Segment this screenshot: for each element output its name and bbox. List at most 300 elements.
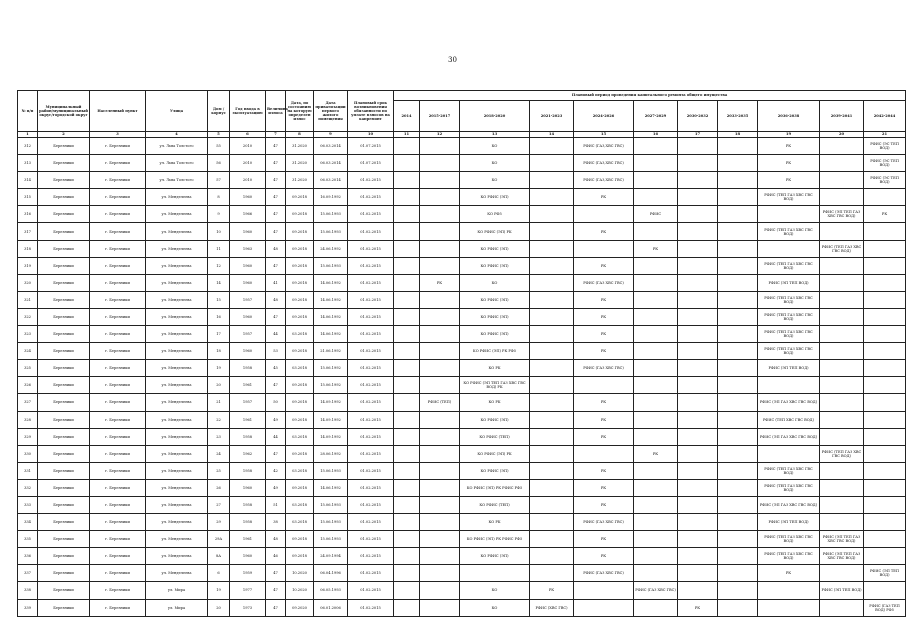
period-cell (530, 394, 574, 411)
settlement-cell: г. Березники (90, 531, 146, 548)
deadline-cell: 01.02.2015 (348, 223, 394, 240)
table-row (18, 377, 906, 394)
period-cell (718, 326, 758, 343)
survey-date-cell: 03.2018 (286, 326, 314, 343)
period-cell (420, 411, 460, 428)
period-cell (718, 548, 758, 565)
street-cell: ул. Менделеева (146, 411, 208, 428)
municipality-cell: Березники (38, 599, 90, 616)
deadline-cell: 01.02.2015 (348, 496, 394, 513)
period-cell (634, 479, 678, 496)
period-cell (530, 189, 574, 206)
period-cell (678, 394, 718, 411)
year-built-cell: 2010 (230, 138, 266, 155)
period-cell (574, 445, 634, 462)
period-cell (420, 599, 460, 616)
period-cell (420, 445, 460, 462)
table-row (18, 343, 906, 360)
row-number: 326 (18, 377, 38, 394)
period-cell (634, 326, 678, 343)
table-row (18, 445, 906, 462)
wear-cell: 48 (266, 291, 286, 308)
survey-date-cell: 10.2020 (286, 565, 314, 582)
municipality-cell: Березники (38, 514, 90, 531)
period-cell (574, 240, 634, 257)
period-cell (394, 274, 420, 291)
deadline-cell: 01.02.2015 (348, 462, 394, 479)
privatization-date-cell: 06.01.2006 (314, 599, 348, 616)
row-number: 330 (18, 445, 38, 462)
survey-date-cell: 09.2018 (286, 189, 314, 206)
street-cell: ул. Менделеева (146, 206, 208, 223)
table-row (18, 599, 906, 616)
period-cell (678, 172, 718, 189)
period-cell (394, 582, 420, 599)
period-cell: РФИС (ТЕП ГАЗ ХВС ГВС ВОД) (820, 445, 864, 462)
period-cell: РФИС (ЭП ТЕП ГАЗ ХВС ГВС ВОД) (820, 531, 864, 548)
year-built-cell: 1960 (230, 189, 266, 206)
period-cell (420, 479, 460, 496)
privatization-date-cell: 06.03.2014 (314, 172, 348, 189)
period-cell (758, 206, 820, 223)
period-cell (394, 479, 420, 496)
survey-date-cell: 03.2018 (286, 462, 314, 479)
privatization-date-cell: 15.06.1993 (314, 514, 348, 531)
deadline-cell: 01.02.2015 (348, 599, 394, 616)
period-cell: РФИС (ЭП ТЕП ВОД) (758, 360, 820, 377)
period-cell (864, 343, 906, 360)
period-cell (394, 360, 420, 377)
house-cell: 8 (208, 189, 230, 206)
header-period: 2036-2038 (758, 101, 820, 132)
table-row (18, 138, 906, 155)
house-cell: 23 (208, 428, 230, 445)
row-number: 336 (18, 548, 38, 565)
row-number: 317 (18, 223, 38, 240)
plan-table (17, 90, 906, 617)
period-cell (718, 411, 758, 428)
row-number: 316 (18, 206, 38, 223)
period-cell: РФИС (ЭС ТЕП ВОД) (864, 172, 906, 189)
settlement-cell: г. Березники (90, 326, 146, 343)
municipality-cell: Березники (38, 377, 90, 394)
header-period: 2021-2023 (530, 101, 574, 132)
period-cell (530, 496, 574, 513)
municipality-cell: Березники (38, 360, 90, 377)
period-cell (718, 223, 758, 240)
period-cell: РК (574, 308, 634, 325)
house-cell: 17 (208, 326, 230, 343)
period-cell: РК (678, 599, 718, 616)
period-cell (420, 172, 460, 189)
survey-date-cell: 09.2018 (286, 531, 314, 548)
period-cell (820, 428, 864, 445)
period-cell: КО РФИС (ЭП ТЕП ГАЗ ХВС ГВС ВОД) РК (460, 377, 530, 394)
deadline-cell: 01.02.2015 (348, 326, 394, 343)
survey-date-cell: 03.2018 (286, 514, 314, 531)
period-cell (530, 479, 574, 496)
period-cell (820, 496, 864, 513)
table-row (18, 308, 906, 325)
period-cell (460, 565, 530, 582)
privatization-date-cell: 14.09.1992 (314, 411, 348, 428)
house-cell: 20 (208, 377, 230, 394)
privatization-date-cell: 15.06.1993 (314, 531, 348, 548)
period-cell (530, 291, 574, 308)
settlement-cell: г. Березники (90, 514, 146, 531)
deadline-cell: 01.02.2015 (348, 343, 394, 360)
period-cell: РК (758, 138, 820, 155)
street-cell: ул. Менделеева (146, 240, 208, 257)
wear-cell: 47 (266, 189, 286, 206)
header-period: 2024-2026 (574, 101, 634, 132)
privatization-date-cell: 14.06.1992 (314, 326, 348, 343)
period-cell (758, 377, 820, 394)
privatization-date-cell: 15.06.1993 (314, 206, 348, 223)
privatization-date-cell: 16.09.1992 (314, 189, 348, 206)
period-cell (394, 496, 420, 513)
street-cell: ул. Льва Толстого (146, 155, 208, 172)
column-number: 14 (530, 132, 574, 138)
period-cell (394, 155, 420, 172)
settlement-cell: г. Березники (90, 172, 146, 189)
period-cell (530, 445, 574, 462)
house-cell: 15 (208, 291, 230, 308)
row-number: 319 (18, 257, 38, 274)
row-number: 312 (18, 138, 38, 155)
column-number: 2 (38, 132, 90, 138)
municipality-cell: Березники (38, 548, 90, 565)
row-number: 315 (18, 189, 38, 206)
table-row (18, 360, 906, 377)
privatization-date-cell: 21.06.1992 (314, 343, 348, 360)
period-cell (678, 326, 718, 343)
period-cell (634, 223, 678, 240)
privatization-date-cell: 14.06.1992 (314, 274, 348, 291)
period-cell (530, 138, 574, 155)
period-cell (678, 240, 718, 257)
period-cell (864, 479, 906, 496)
period-cell: РФИС (ЭП ГАЗ ХВС ГВС ВОД) (758, 428, 820, 445)
column-number: 5 (208, 132, 230, 138)
period-cell (394, 223, 420, 240)
privatization-date-cell: 14.06.1992 (314, 479, 348, 496)
header-period: 2027-2029 (634, 101, 678, 132)
column-number: 11 (394, 132, 420, 138)
row-number: 327 (18, 394, 38, 411)
period-cell: РФИС (ЭС ТЕП ВОД) (864, 155, 906, 172)
municipality-cell: Березники (38, 172, 90, 189)
municipality-cell: Березники (38, 308, 90, 325)
period-cell (394, 548, 420, 565)
table-row (18, 531, 906, 548)
period-cell (394, 308, 420, 325)
municipality-cell: Березники (38, 138, 90, 155)
period-cell: РК (574, 189, 634, 206)
period-cell (678, 565, 718, 582)
privatization-date-cell: 06.03.2014 (314, 155, 348, 172)
municipality-cell: Березники (38, 257, 90, 274)
period-cell: РФИС (ТЕП ГАЗ ХВС ГВС ВОД) (758, 326, 820, 343)
table-row (18, 394, 906, 411)
row-number: 332 (18, 479, 38, 496)
year-built-cell: 1958 (230, 360, 266, 377)
period-cell: РК (574, 343, 634, 360)
period-cell (678, 514, 718, 531)
period-cell: РФИС (ТЕП ГАЗ ХВС ГВС ВОД) (758, 462, 820, 479)
period-cell: КО РФИС (ЭП) РК РФИС РФ5 (460, 531, 530, 548)
period-cell (864, 514, 906, 531)
period-cell (820, 599, 864, 616)
period-cell: РФИС (ЭП ТЕП ГАЗ ХВС ГВС ВОД) (820, 548, 864, 565)
period-cell (864, 462, 906, 479)
period-cell (678, 274, 718, 291)
period-cell (758, 599, 820, 616)
row-number: 323 (18, 326, 38, 343)
period-cell (530, 514, 574, 531)
row-number: 335 (18, 531, 38, 548)
period-cell (864, 308, 906, 325)
wear-cell: 44 (266, 326, 286, 343)
street-cell: ул. Менделеева (146, 462, 208, 479)
period-cell: РФИС (ГАЗ ТЕП ВОД) РФ5 (864, 599, 906, 616)
period-cell (530, 548, 574, 565)
year-built-cell: 1960 (230, 343, 266, 360)
column-number: 6 (230, 132, 266, 138)
table-row (18, 411, 906, 428)
period-cell: РФИС (ТЕП ГАЗ ХВС ГВС ВОД) (758, 531, 820, 548)
period-cell: КО РФИС (ЭП) РК (460, 445, 530, 462)
period-cell (420, 582, 460, 599)
period-cell: РФИС (ЭП ТЕП ВОД) (864, 565, 906, 582)
period-cell: РФИС (ТЕП ГАЗ ХВС ГВС ВОД) (820, 240, 864, 257)
street-cell: ул. Менделеева (146, 274, 208, 291)
street-cell: ул. Менделеева (146, 360, 208, 377)
period-cell: РФИС (ЭП ТЕП ВОД) (758, 274, 820, 291)
row-number: 324 (18, 343, 38, 360)
year-built-cell: 1958 (230, 496, 266, 513)
municipality-cell: Березники (38, 206, 90, 223)
period-cell: РК (574, 479, 634, 496)
year-built-cell: 1966 (230, 206, 266, 223)
period-cell (574, 599, 634, 616)
survey-date-cell: 09.2018 (286, 291, 314, 308)
period-cell (820, 138, 864, 155)
period-cell (718, 445, 758, 462)
settlement-cell: г. Березники (90, 360, 146, 377)
wear-cell: 47 (266, 377, 286, 394)
deadline-cell: 01.02.2015 (348, 394, 394, 411)
row-number: 334 (18, 514, 38, 531)
period-cell: РФИС (ТЕП ГАЗ ХВС ГВС ВОД) (758, 548, 820, 565)
street-cell: ул. Менделеева (146, 394, 208, 411)
period-cell (820, 308, 864, 325)
period-cell (718, 531, 758, 548)
deadline-cell: 01.02.2015 (348, 411, 394, 428)
period-cell (420, 343, 460, 360)
table-row (18, 479, 906, 496)
row-number: 325 (18, 360, 38, 377)
survey-date-cell: 09.2018 (286, 548, 314, 565)
row-number: 322 (18, 308, 38, 325)
wear-cell: 47 (266, 582, 286, 599)
wear-cell: 47 (266, 257, 286, 274)
period-cell (678, 548, 718, 565)
period-cell (864, 291, 906, 308)
year-built-cell: 1960 (230, 223, 266, 240)
period-cell (820, 343, 864, 360)
period-cell (420, 291, 460, 308)
wear-cell: 50 (266, 394, 286, 411)
year-built-cell: 1959 (230, 565, 266, 582)
privatization-date-cell: 15.06.1993 (314, 496, 348, 513)
settlement-cell: г. Березники (90, 240, 146, 257)
period-cell (718, 360, 758, 377)
year-built-cell: 1963 (230, 240, 266, 257)
period-cell (394, 206, 420, 223)
period-cell (678, 531, 718, 548)
period-cell (420, 531, 460, 548)
year-built-cell: 1973 (230, 599, 266, 616)
settlement-cell: г. Березники (90, 189, 146, 206)
period-cell: КО РФИС (ЭП) (460, 462, 530, 479)
period-cell (634, 377, 678, 394)
period-cell (718, 496, 758, 513)
street-cell: ул. Менделеева (146, 445, 208, 462)
privatization-date-cell: 14.06.1992 (314, 308, 348, 325)
survey-date-cell: 09.2018 (286, 377, 314, 394)
period-cell (530, 206, 574, 223)
header-survey-date: Дата, по состоянию на которую определен износ (286, 91, 314, 132)
period-cell: РФИС (ЭП ТЕП ВОД) (758, 514, 820, 531)
year-built-cell: 1977 (230, 582, 266, 599)
period-cell (420, 548, 460, 565)
column-number: 13 (460, 132, 530, 138)
street-cell: ул. Менделеева (146, 548, 208, 565)
period-cell (420, 496, 460, 513)
period-cell (394, 189, 420, 206)
period-cell (820, 189, 864, 206)
period-cell (718, 582, 758, 599)
period-cell: РФИС (ТЕП ГАЗ ХВС ГВС ВОД) (758, 308, 820, 325)
row-number: 338 (18, 582, 38, 599)
period-cell (864, 531, 906, 548)
table-row (18, 206, 906, 223)
privatization-date-cell: 24.09.1994 (314, 548, 348, 565)
period-cell (530, 240, 574, 257)
period-cell (678, 257, 718, 274)
house-cell: 11 (208, 240, 230, 257)
header-period: 2015-2017 (420, 101, 460, 132)
period-cell: КО РФИС (ЭП) (460, 291, 530, 308)
row-number: 333 (18, 496, 38, 513)
header-period: 2018-2020 (460, 101, 530, 132)
table-row (18, 462, 906, 479)
period-cell: КО (460, 274, 530, 291)
year-built-cell: 1960 (230, 548, 266, 565)
column-number: 10 (348, 132, 394, 138)
period-cell (530, 172, 574, 189)
wear-cell: 48 (266, 240, 286, 257)
column-number: 19 (758, 132, 820, 138)
column-number: 1 (18, 132, 38, 138)
settlement-cell: г. Березники (90, 257, 146, 274)
column-number: 12 (420, 132, 460, 138)
municipality-cell: Березники (38, 462, 90, 479)
column-number: 21 (864, 132, 906, 138)
period-cell (864, 257, 906, 274)
house-cell: 16 (208, 308, 230, 325)
privatization-date-cell: 15.06.1992 (314, 360, 348, 377)
period-cell (394, 462, 420, 479)
header-period: 2030-2032 (678, 101, 718, 132)
period-cell (394, 394, 420, 411)
period-cell (634, 343, 678, 360)
period-cell: РК (758, 172, 820, 189)
wear-cell: 47 (266, 155, 286, 172)
municipality-cell: Березники (38, 531, 90, 548)
period-cell (718, 599, 758, 616)
period-cell (678, 360, 718, 377)
table-row (18, 223, 906, 240)
house-cell: 27 (208, 496, 230, 513)
period-cell (820, 274, 864, 291)
house-cell: 20 (208, 599, 230, 616)
period-cell (530, 274, 574, 291)
period-cell: РФИС (ЭП ТЕП ВОД) (820, 582, 864, 599)
survey-date-cell: 09.2018 (286, 411, 314, 428)
deadline-cell: 01.02.2015 (348, 257, 394, 274)
period-cell (634, 172, 678, 189)
period-cell: РК (420, 274, 460, 291)
table-row (18, 291, 906, 308)
period-cell (634, 428, 678, 445)
period-cell (864, 274, 906, 291)
deadline-cell: 01.07.2015 (348, 155, 394, 172)
period-cell (864, 377, 906, 394)
survey-date-cell: 03.2018 (286, 428, 314, 445)
privatization-date-cell: 06.04.1996 (314, 565, 348, 582)
period-cell (718, 394, 758, 411)
capital-repair-plan-table (17, 90, 900, 617)
period-cell (394, 445, 420, 462)
period-cell (864, 548, 906, 565)
table-row (18, 189, 906, 206)
period-cell: КО РК (460, 514, 530, 531)
period-cell (530, 223, 574, 240)
row-number: 314 (18, 172, 38, 189)
period-cell (718, 462, 758, 479)
period-cell (420, 155, 460, 172)
period-cell (420, 377, 460, 394)
municipality-cell: Березники (38, 428, 90, 445)
period-cell (678, 155, 718, 172)
header-period: 2033-2035 (718, 101, 758, 132)
period-cell (634, 138, 678, 155)
period-cell (820, 360, 864, 377)
deadline-cell: 01.02.2015 (348, 514, 394, 531)
deadline-cell: 01.02.2015 (348, 360, 394, 377)
settlement-cell: г. Березники (90, 462, 146, 479)
period-cell (718, 479, 758, 496)
period-cell (394, 257, 420, 274)
period-cell: КО РФИС (ТЕП) (460, 428, 530, 445)
period-cell: РК (574, 223, 634, 240)
period-cell (394, 428, 420, 445)
period-cell (420, 223, 460, 240)
settlement-cell: г. Березники (90, 308, 146, 325)
period-cell (394, 599, 420, 616)
